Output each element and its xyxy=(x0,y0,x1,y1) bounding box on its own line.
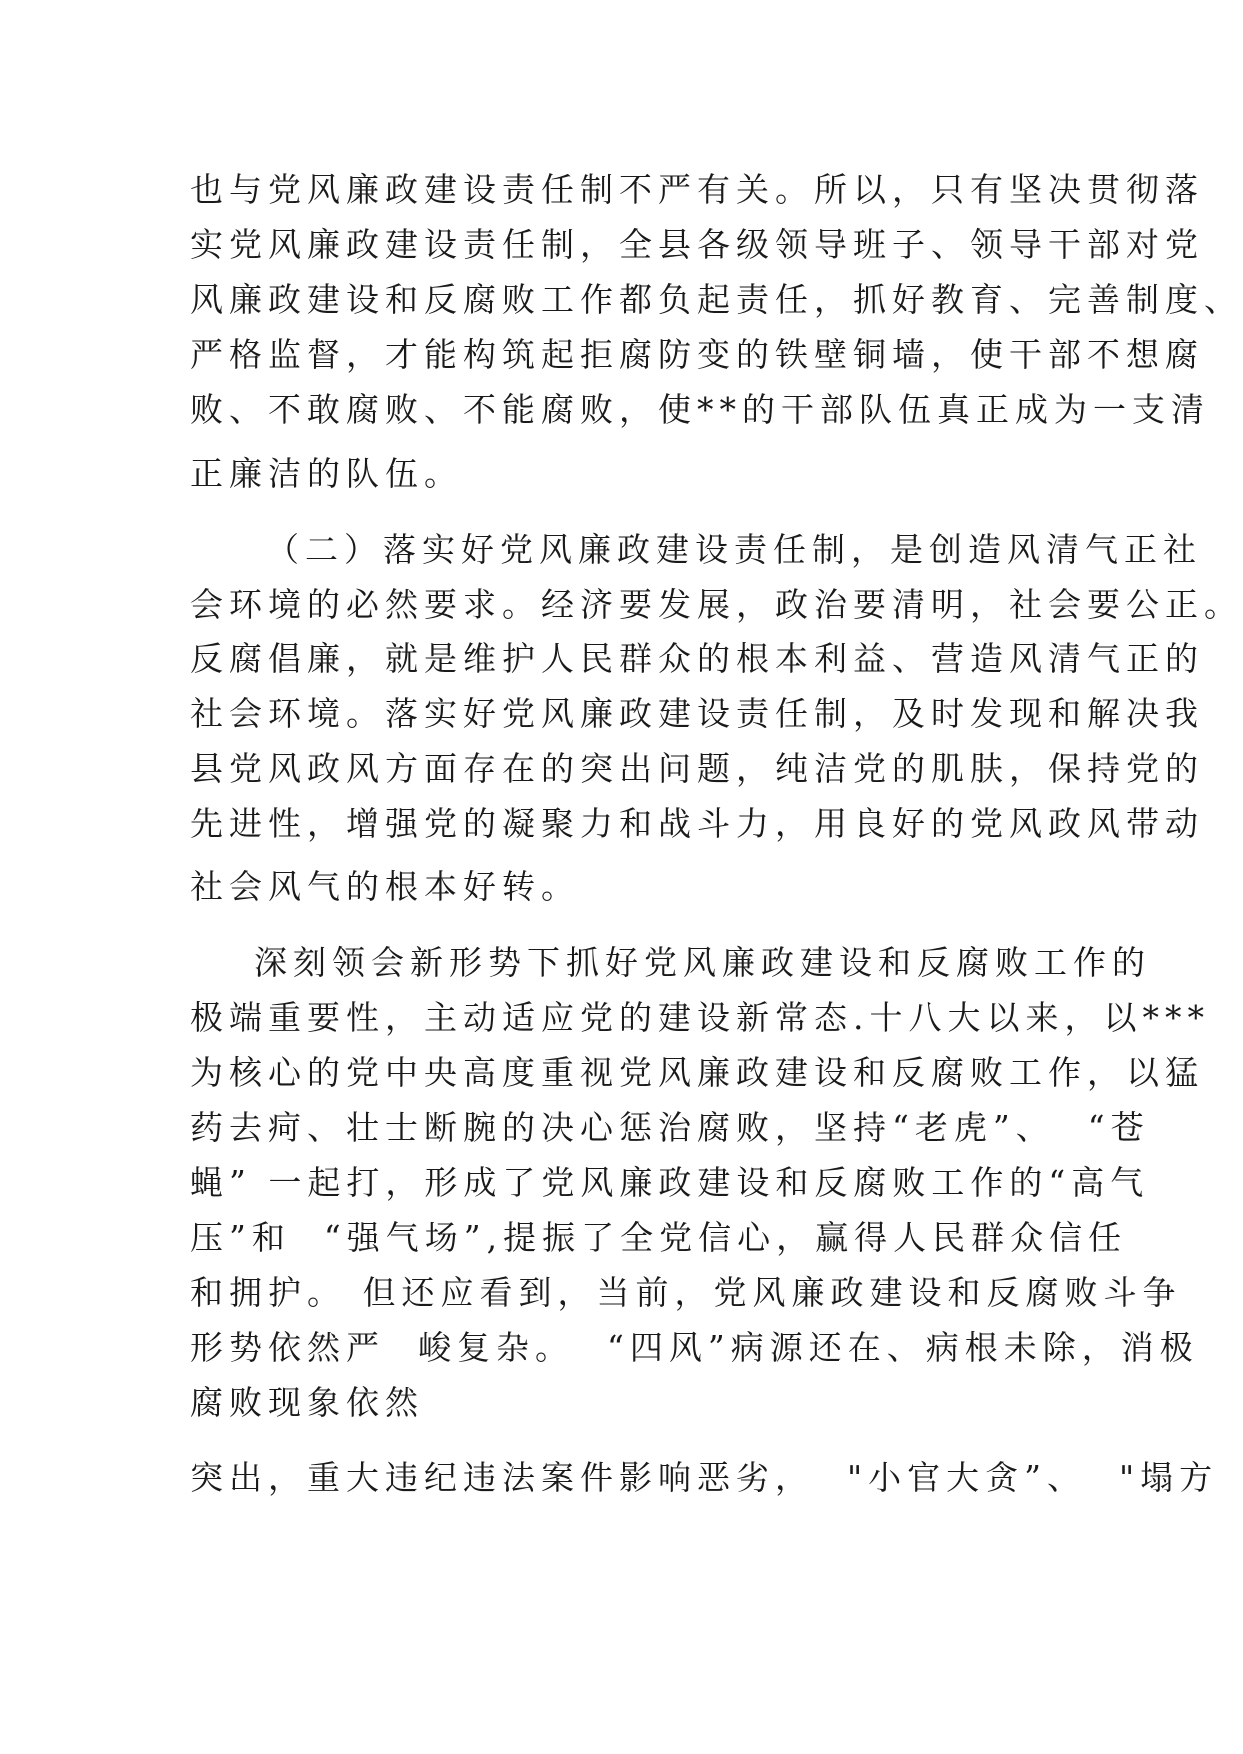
paragraph-line: 药去疴、壮士断腕的决心惩治腐败，坚持“老虎”、 “苍 xyxy=(190,1108,1150,1147)
paragraph-line: 实党风廉政建设责任制，全县各级领导班子、领导干部对党 xyxy=(190,225,1204,264)
paragraph-line: 社会环境。落实好党风廉政建设责任制，及时发现和解决我 xyxy=(190,694,1204,733)
paragraph-line: 突出，重大违纪违法案件影响恶劣， "小官大贪”、 "塌方 xyxy=(190,1458,1219,1497)
paragraph-line: 也与党风廉政建设责任制不严有关。所以，只有坚决贯彻落 xyxy=(190,170,1204,209)
paragraph-heading-line: （二）落实好党风廉政建设责任制，是创造风清气正社 xyxy=(266,530,1202,569)
paragraph-line: 极端重要性，主动适应党的建设新常态.十八大以来，以*** xyxy=(190,998,1210,1037)
paragraph-line: 压”和 “强气场”,提振了全党信心，赢得人民群众信任 xyxy=(190,1218,1128,1257)
paragraph-line: 正廉洁的队伍。 xyxy=(190,454,463,493)
paragraph-line: 严格监督，才能构筑起拒腐防变的铁壁铜墙，使干部不想腐 xyxy=(190,335,1204,374)
paragraph-line: 蝇” 一起打，形成了党风廉政建设和反腐败工作的“高气 xyxy=(190,1163,1150,1202)
paragraph-line: 风廉政建设和反腐败工作都负起责任，抓好教育、完善制度、 xyxy=(190,280,1243,319)
paragraph-line: 败、不敢腐败、不能腐败，使**的干部队伍真正成为一支清 xyxy=(190,390,1210,429)
paragraph-line: 先进性，增强党的凝聚力和战斗力，用良好的党风政风带动 xyxy=(190,804,1204,843)
paragraph-line: 社会风气的根本好转。 xyxy=(190,867,580,906)
paragraph-first-line: 深刻领会新形势下抓好党风廉政建设和反腐败工作的 xyxy=(254,943,1151,982)
paragraph-line: 腐败现象依然 xyxy=(190,1383,424,1422)
paragraph-line: 和拥护。 但还应看到，当前，党风廉政建设和反腐败斗争 xyxy=(190,1273,1182,1312)
paragraph-line: 县党风政风方面存在的突出问题，纯洁党的肌肤，保持党的 xyxy=(190,749,1204,788)
paragraph-line: 会环境的必然要求。经济要发展，政治要清明，社会要公正。 xyxy=(190,585,1243,624)
paragraph-line: 反腐倡廉，就是维护人民群众的根本利益、营造风清气正的 xyxy=(190,639,1204,678)
paragraph-line: 为核心的党中央高度重视党风廉政建设和反腐败工作，以猛 xyxy=(190,1053,1204,1092)
paragraph-line: 形势依然严 峻复杂。 “四风”病源还在、病根未除，消极 xyxy=(190,1328,1199,1367)
